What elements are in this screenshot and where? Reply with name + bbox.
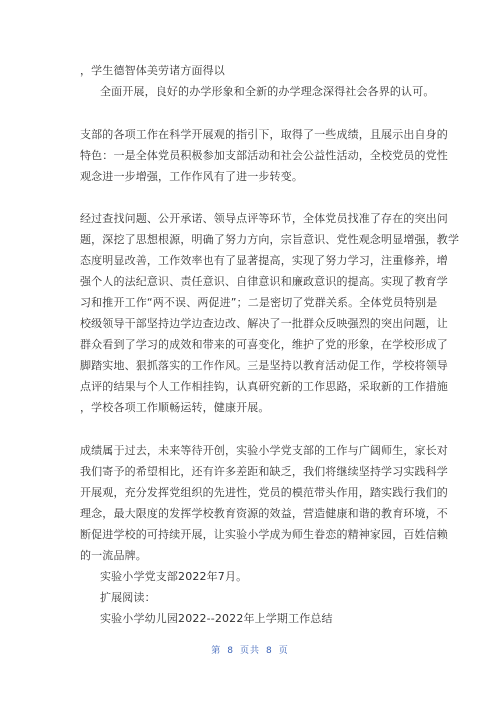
- extended-reading-label: 扩展阅读：: [100, 591, 156, 604]
- text-line: 强个人的法纪意识、责任意识、自律意识和廉政意识的提高。实现了教育学: [80, 275, 448, 288]
- text-line: 群众看到了学习的成效和带来的可喜变化，维护了党的形象，在学校形成了: [80, 338, 448, 351]
- text-line: 全面开展，良好的办学形象和全新的办学理念深得社会各界的认可。: [100, 85, 435, 98]
- page-number-footer: [0, 643, 500, 656]
- text-line: 特色：一是全体党员积极参加支部活动和社会公益性活动，全校党员的党性: [80, 149, 448, 162]
- text-line: 习和推开工作“两不误、两促进”；二是密切了党群关系。全体党员特别是: [80, 296, 438, 309]
- text-line: 断促进学校的可持续开展，让实验小学成为师生眷恋的精神家园，百姓信赖: [80, 528, 448, 541]
- text-line: 经过查找问题、公开承诺、领导点评等环节，全体党员找准了存在的突出问: [80, 212, 448, 225]
- extended-reading-title: 实验小学幼儿园2022--2022年上学期工作总结: [100, 612, 333, 625]
- text-line: 支部的各项工作在科学开展观的指引下，取得了一些成绩，且展示出自身的: [80, 128, 448, 141]
- text-line: 脚踏实地、狠抓落实的工作作风。三是坚持以教育活动促工作，学校将领导: [80, 359, 448, 372]
- text-line: 题，深挖了思想根源，明确了努力方向，宗旨意识、党性观念明显增强，教学: [80, 233, 460, 246]
- text-line: 点评的结果与个人工作相挂钩，认真研究新的工作思路，采取新的工作措施: [80, 380, 448, 393]
- page-total: 8: [266, 646, 273, 656]
- page-label-prefix: 第: [211, 646, 222, 656]
- text-line: 的一流品牌。: [80, 549, 147, 562]
- signature-line: 实验小学党支部2022年7月。: [100, 570, 248, 583]
- text-line: 开展观，充分发挥党组织的先进性，党员的模范带头作用，踏实践行我们的: [80, 486, 448, 499]
- text-line: 校级领导干部坚持边学边查边改、解决了一批群众反映强烈的突出问题，让: [80, 317, 448, 330]
- text-line: 理念，最大限度的发挥学校教育资源的效益，营造健康和谐的教育环境，不: [80, 507, 448, 520]
- page-current: 8: [227, 646, 234, 656]
- text-line: ，学校各项工作顺畅运转，健康开展。: [80, 401, 270, 414]
- text-line: 态度明显改善，工作效率也有了显著提高，实现了努力学习，注重修养，增: [80, 254, 448, 267]
- page-label-suffix: 页: [278, 646, 289, 656]
- text-line: 观念进一步增强，工作作风有了进一步转变。: [80, 170, 303, 183]
- text-line: 成绩属于过去，未来等待开创，实验小学党支部的工作与广阔师生，家长对: [80, 444, 448, 457]
- page-label-middle: 页共: [239, 646, 260, 656]
- text-line: 我们寄予的希望相比，还有许多差距和缺乏，我们将继续坚持学习实践科学: [80, 465, 448, 478]
- text-line: ，学生德智体美劳诸方面得以: [80, 64, 225, 77]
